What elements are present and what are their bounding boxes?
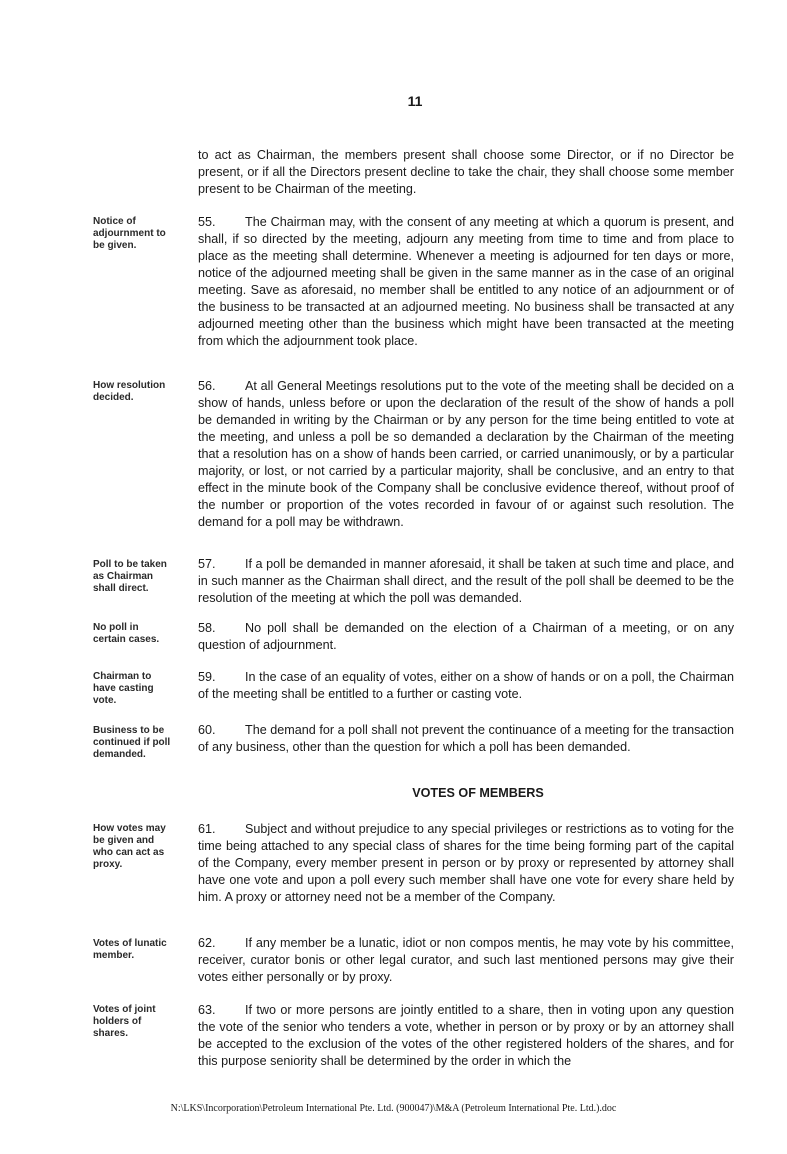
clause-text-56: At all General Meetings resolutions put to the vote of the meeting shall be decided on a show of hands, unless before or upon the declaration of the result of the show of hands a poll be demanded in writing by the Chairman or by any person for the time being entitled to vote at the meeting, and unless a poll be so demanded a declaration by the Chairman of the meeting that a resolution has on a show of hands been carried, or carried unanimously, or by a particular majority, or lost, or not carried by a particular majority, shall be conclusive, and an entry to that effect in the minute book of the Company shall be conclusive evidence thereof, without proof of the number or proportion of the votes recorded in favour of or against such resolution. The demand for a poll may be withdrawn. <box>198 379 734 529</box>
section-heading: VOTES OF MEMBERS <box>412 786 544 800</box>
margin-note-55: Notice of adjournment to be given. <box>93 216 166 251</box>
margin-note-57: Poll to be taken as Chairman shall direct. <box>93 559 167 594</box>
clause-text-59: In the case of an equality of votes, either on a show of hands or on a poll, the Chairman of the meeting shall be entitled to a further or casting vote. <box>198 670 734 701</box>
clause-number-63: 63. <box>198 1003 216 1017</box>
margin-note-60: Business to be continued if poll demanded. <box>93 725 171 760</box>
clause-text-57: If a poll be demanded in manner aforesaid, it shall be taken at such time and place, and in such manner as the Chairman shall direct, and the result of the poll shall be deemed to be the resolution of the meeting at which the poll was demanded. <box>198 557 734 605</box>
clause-number-55: 55. <box>198 215 216 229</box>
clause-number-59: 59. <box>198 670 216 684</box>
clause-number-61: 61. <box>198 822 216 836</box>
clause-number-60: 60. <box>198 723 216 737</box>
clause-57 <box>198 556 734 607</box>
clause-text-60: The demand for a poll shall not prevent the continuance of a meeting for the transaction of any business, other than the question for which a poll has been demanded. <box>198 723 734 754</box>
page-number: 11 <box>407 93 423 109</box>
clause-59 <box>198 669 734 703</box>
clause-number-62: 62. <box>198 936 216 950</box>
clause-text-61: Subject and without prejudice to any special privileges or restrictions as to voting for the time being attached to any special class of shares for the time being forming part of the capital of the Company, every member present in person or by proxy or represented by attorney shall have one vote and upon a poll every such member shall have one vote for every share held by him. A proxy or attorney need not be a member of the Company. <box>198 822 734 904</box>
clause-63 <box>198 1002 734 1070</box>
clause-55 <box>198 214 734 350</box>
margin-note-56: How resolution decided. <box>93 380 166 403</box>
clause-56 <box>198 378 734 531</box>
clause-number-58: 58. <box>198 621 216 635</box>
clause-60 <box>198 722 734 756</box>
clause-number-56: 56. <box>198 379 216 393</box>
margin-note-61: How votes may be given and who can act as proxy. <box>93 823 166 870</box>
footer-file-path: N:\LKS\Incorporation\Petroleum International Pte. Ltd. (900047)\M&A (Petroleum International Pte. Ltd.).doc <box>170 1103 617 1114</box>
clause-number-57: 57. <box>198 557 216 571</box>
clause-58 <box>198 620 734 654</box>
clause-text-62: If any member be a lunatic, idiot or non compos mentis, he may vote by his committee, receiver, curator bonis or other legal curator, and such last mentioned persons may give their votes either personally or by proxy. <box>198 936 734 984</box>
clause-61 <box>198 821 734 906</box>
clause-62 <box>198 935 734 986</box>
margin-note-62: Votes of lunatic member. <box>93 938 167 961</box>
margin-note-59: Chairman to have casting vote. <box>93 671 154 706</box>
margin-note-58: No poll in certain cases. <box>93 622 160 645</box>
clause-text-55: The Chairman may, with the consent of any meeting at which a quorum is present, and shall, if so directed by the meeting, adjourn any meeting from time to time and from place to place as the meeting shall determine. Whenever a meeting is adjourned for ten days or more, notice of the adjourned meeting shall be given in the same manner as in the case of an original meeting. Save as aforesaid, no member shall be entitled to any notice of an adjournment or of the business to be transacted at an adjourned meeting. No business shall be transacted at any adjourned meeting other than the business which might have been transacted at the meeting from which the adjournment took place. <box>198 215 734 348</box>
margin-note-63: Votes of joint holders of shares. <box>93 1004 156 1039</box>
continuation-paragraph: to act as Chairman, the members present shall choose some Director, or if no Director be present, or if all the Directors present decline to take the chair, they shall choose some member present to be Chairman of the meeting. <box>198 148 734 196</box>
clause-text-63: If two or more persons are jointly entitled to a share, then in voting upon any question the vote of the senior who tenders a vote, whether in person or by proxy or by an attorney shall be accepted to the exclusion of the votes of the other registered holders of the shares, and for this purpose seniority shall be determined by the order in which the <box>198 1003 734 1068</box>
clause-text-58: No poll shall be demanded on the election of a Chairman of a meeting, or on any question of adjournment. <box>198 621 734 652</box>
